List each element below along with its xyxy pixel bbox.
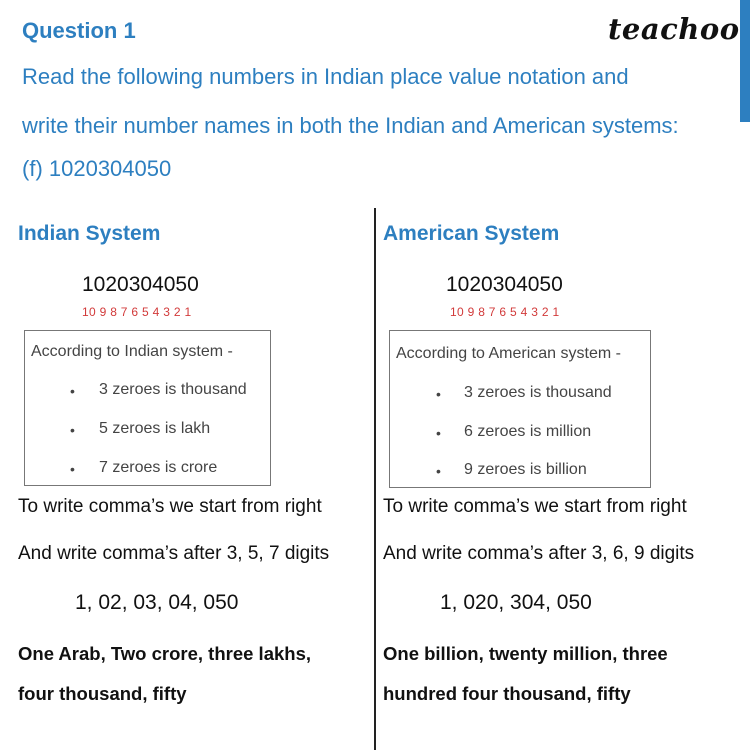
indian-answer-line-1: One Arab, Two crore, three lakhs,: [18, 643, 312, 664]
american-box-item-1: 3 zeroes is thousand: [464, 384, 612, 401]
american-answer-line-1: One billion, twenty million, three: [383, 643, 668, 664]
indian-number: 1020304050: [82, 273, 199, 296]
american-box-title: According to American system -: [396, 345, 621, 362]
bullet-icon: •: [70, 461, 75, 477]
question-title: Question 1: [22, 18, 136, 43]
bullet-icon: •: [70, 383, 75, 399]
question-text-line-1: Read the following numbers in Indian place value notation and: [22, 64, 629, 89]
american-number: 1020304050: [446, 273, 563, 296]
bullet-icon: •: [436, 386, 441, 402]
question-text-line-3: (f) 1020304050: [22, 156, 172, 181]
indian-rule-1: To write comma’s we start from right: [18, 496, 322, 517]
column-divider: [374, 208, 376, 750]
indian-box-item-3: 7 zeroes is crore: [99, 459, 218, 476]
question-text-line-2: write their number names in both the Indian and American systems:: [22, 113, 679, 138]
american-system-heading: American System: [383, 222, 560, 245]
indian-box-title: According to Indian system -: [31, 343, 233, 360]
american-rule-1: To write comma’s we start from right: [383, 496, 687, 517]
bullet-icon: •: [70, 422, 75, 438]
teachoo-logo: teachoo: [608, 12, 740, 46]
indian-answer-line-2: four thousand, fifty: [18, 683, 187, 704]
american-answer-line-2: hundred four thousand, fifty: [383, 683, 631, 704]
american-box-item-3: 9 zeroes is billion: [464, 461, 587, 478]
american-rules-box: [389, 330, 651, 488]
american-place-digits: 10 9 8 7 6 5 4 3 2 1: [450, 305, 560, 319]
bullet-icon: •: [436, 463, 441, 479]
accent-side-bar: [740, 0, 750, 122]
american-comma-number: 1, 020, 304, 050: [440, 591, 592, 614]
indian-place-digits: 10 9 8 7 6 5 4 3 2 1: [82, 305, 192, 319]
indian-system-heading: Indian System: [18, 222, 161, 245]
american-rule-2: And write comma’s after 3, 6, 9 digits: [383, 543, 695, 564]
bullet-icon: •: [436, 425, 441, 441]
indian-box-item-2: 5 zeroes is lakh: [99, 420, 211, 437]
american-box-item-2: 6 zeroes is million: [464, 423, 592, 440]
indian-rules-box: [24, 330, 271, 486]
indian-rule-2: And write comma’s after 3, 5, 7 digits: [18, 543, 330, 564]
indian-box-item-1: 3 zeroes is thousand: [99, 381, 247, 398]
indian-comma-number: 1, 02, 03, 04, 050: [75, 591, 239, 614]
